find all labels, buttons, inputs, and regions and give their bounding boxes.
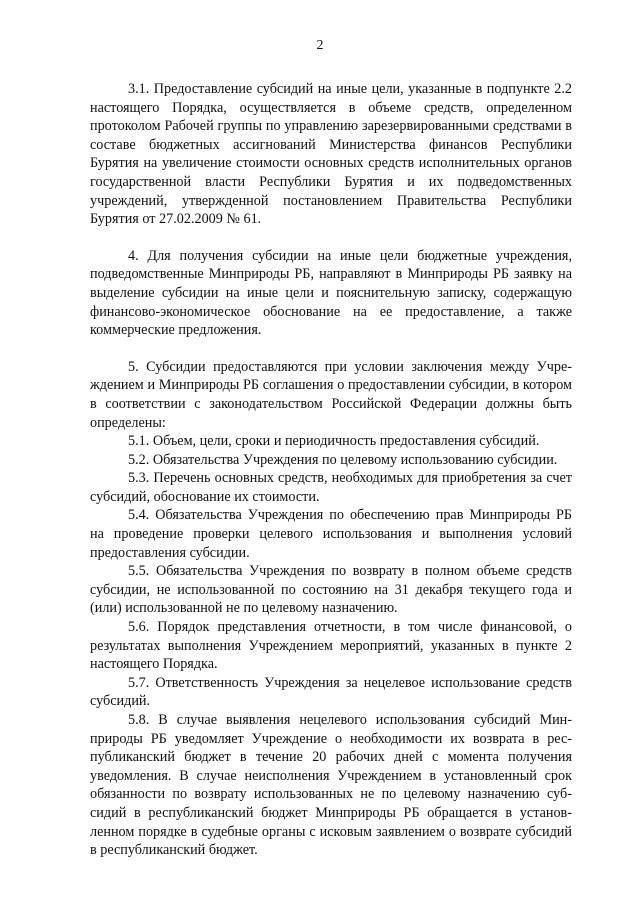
paragraph-5-7: 5.7. Ответственность Учреждения за нецелевое использование средств субсидий. (90, 674, 572, 710)
paragraph-5-6: 5.6. Порядок представления отчетности, в том числе финансовой, о результатах выполнения Учреждением мероприятий, указанных в пункте 2 настоящего Порядка. (90, 619, 572, 673)
paragraph-5-5: 5.5. Обязательства Учреждения по возврату в полном объеме средств субсидии, не использованной по состоянию на 31 декабря текущего года и (или) использованной не по целевому назначению. (90, 563, 572, 617)
paragraph-5-3: 5.3. Перечень основных средств, необходимых для приобретения за счет субсидий, обоснование их стоимости. (90, 470, 572, 505)
paragraph-4: 4. Для получения субсидии на иные цели бюджетные учреждения, подведомственные Минприроды РБ, направляют в Минприроды РБ заявку на выделение субсидии на иные цели и пояснительную записку, содержащую финансово-экономическое обоснование на ее предоставление, а также коммерческие предложения. (90, 247, 572, 339)
paragraph-5-2: 5.2. Обязательства Учреждения по целевому использованию субсидии. (128, 451, 558, 468)
page-number: 2 (316, 38, 324, 53)
paragraph-5-1: 5.1. Объем, цели, сроки и периодичность предоставления субсидий. (128, 433, 540, 450)
paragraph-5-8: 5.8. В случае выявления нецелевого использования субсидий Минприроды РБ уведомляет Учреждение о необходимости их возврата в республиканский бюджет в течение 20 рабочих дней с момента получения уведомления. В случае неисполнения Учреждением в установленный срок обязанности по возврату использованных не по целевому назначению субсидий в республиканский бюджет Минприроды РБ обращается в установленном порядке в судебные органы с исковым заявлением о возврате субсидий в республиканский бюджет. (90, 712, 572, 859)
paragraph-5: 5. Субсидии предоставляются при условии заключения между Учреждением и Минприроды РБ соглашения о предоставлении субсидии, в котором в соответствии с законодательством Российской Федерации должны быть определены: (90, 358, 572, 431)
document-body (90, 80, 572, 860)
paragraph-5-4: 5.4. Обязательства Учреждения по обеспечению прав Минприроды РБ на проведение проверки целевого использования и выполнения условий предоставления субсидии. (90, 507, 572, 561)
paragraph-3-1: 3.1. Предоставление субсидий на иные цели, указанные в подпункте 2.2 настоящего Порядка, осуществляется в объеме средств, определенном протоколом Рабочей группы по управлению зарезервированными средствами в составе бюджетных ассигнований Министерства финансов Республики Бурятия на увеличение стоимости основных средств исполнительных органов государственной власти Республики Бурятия и их подведомственных учреждений, утвержденной постановлением Правительства Республики Бурятия от 27.02.2009 № 61. (90, 81, 572, 228)
